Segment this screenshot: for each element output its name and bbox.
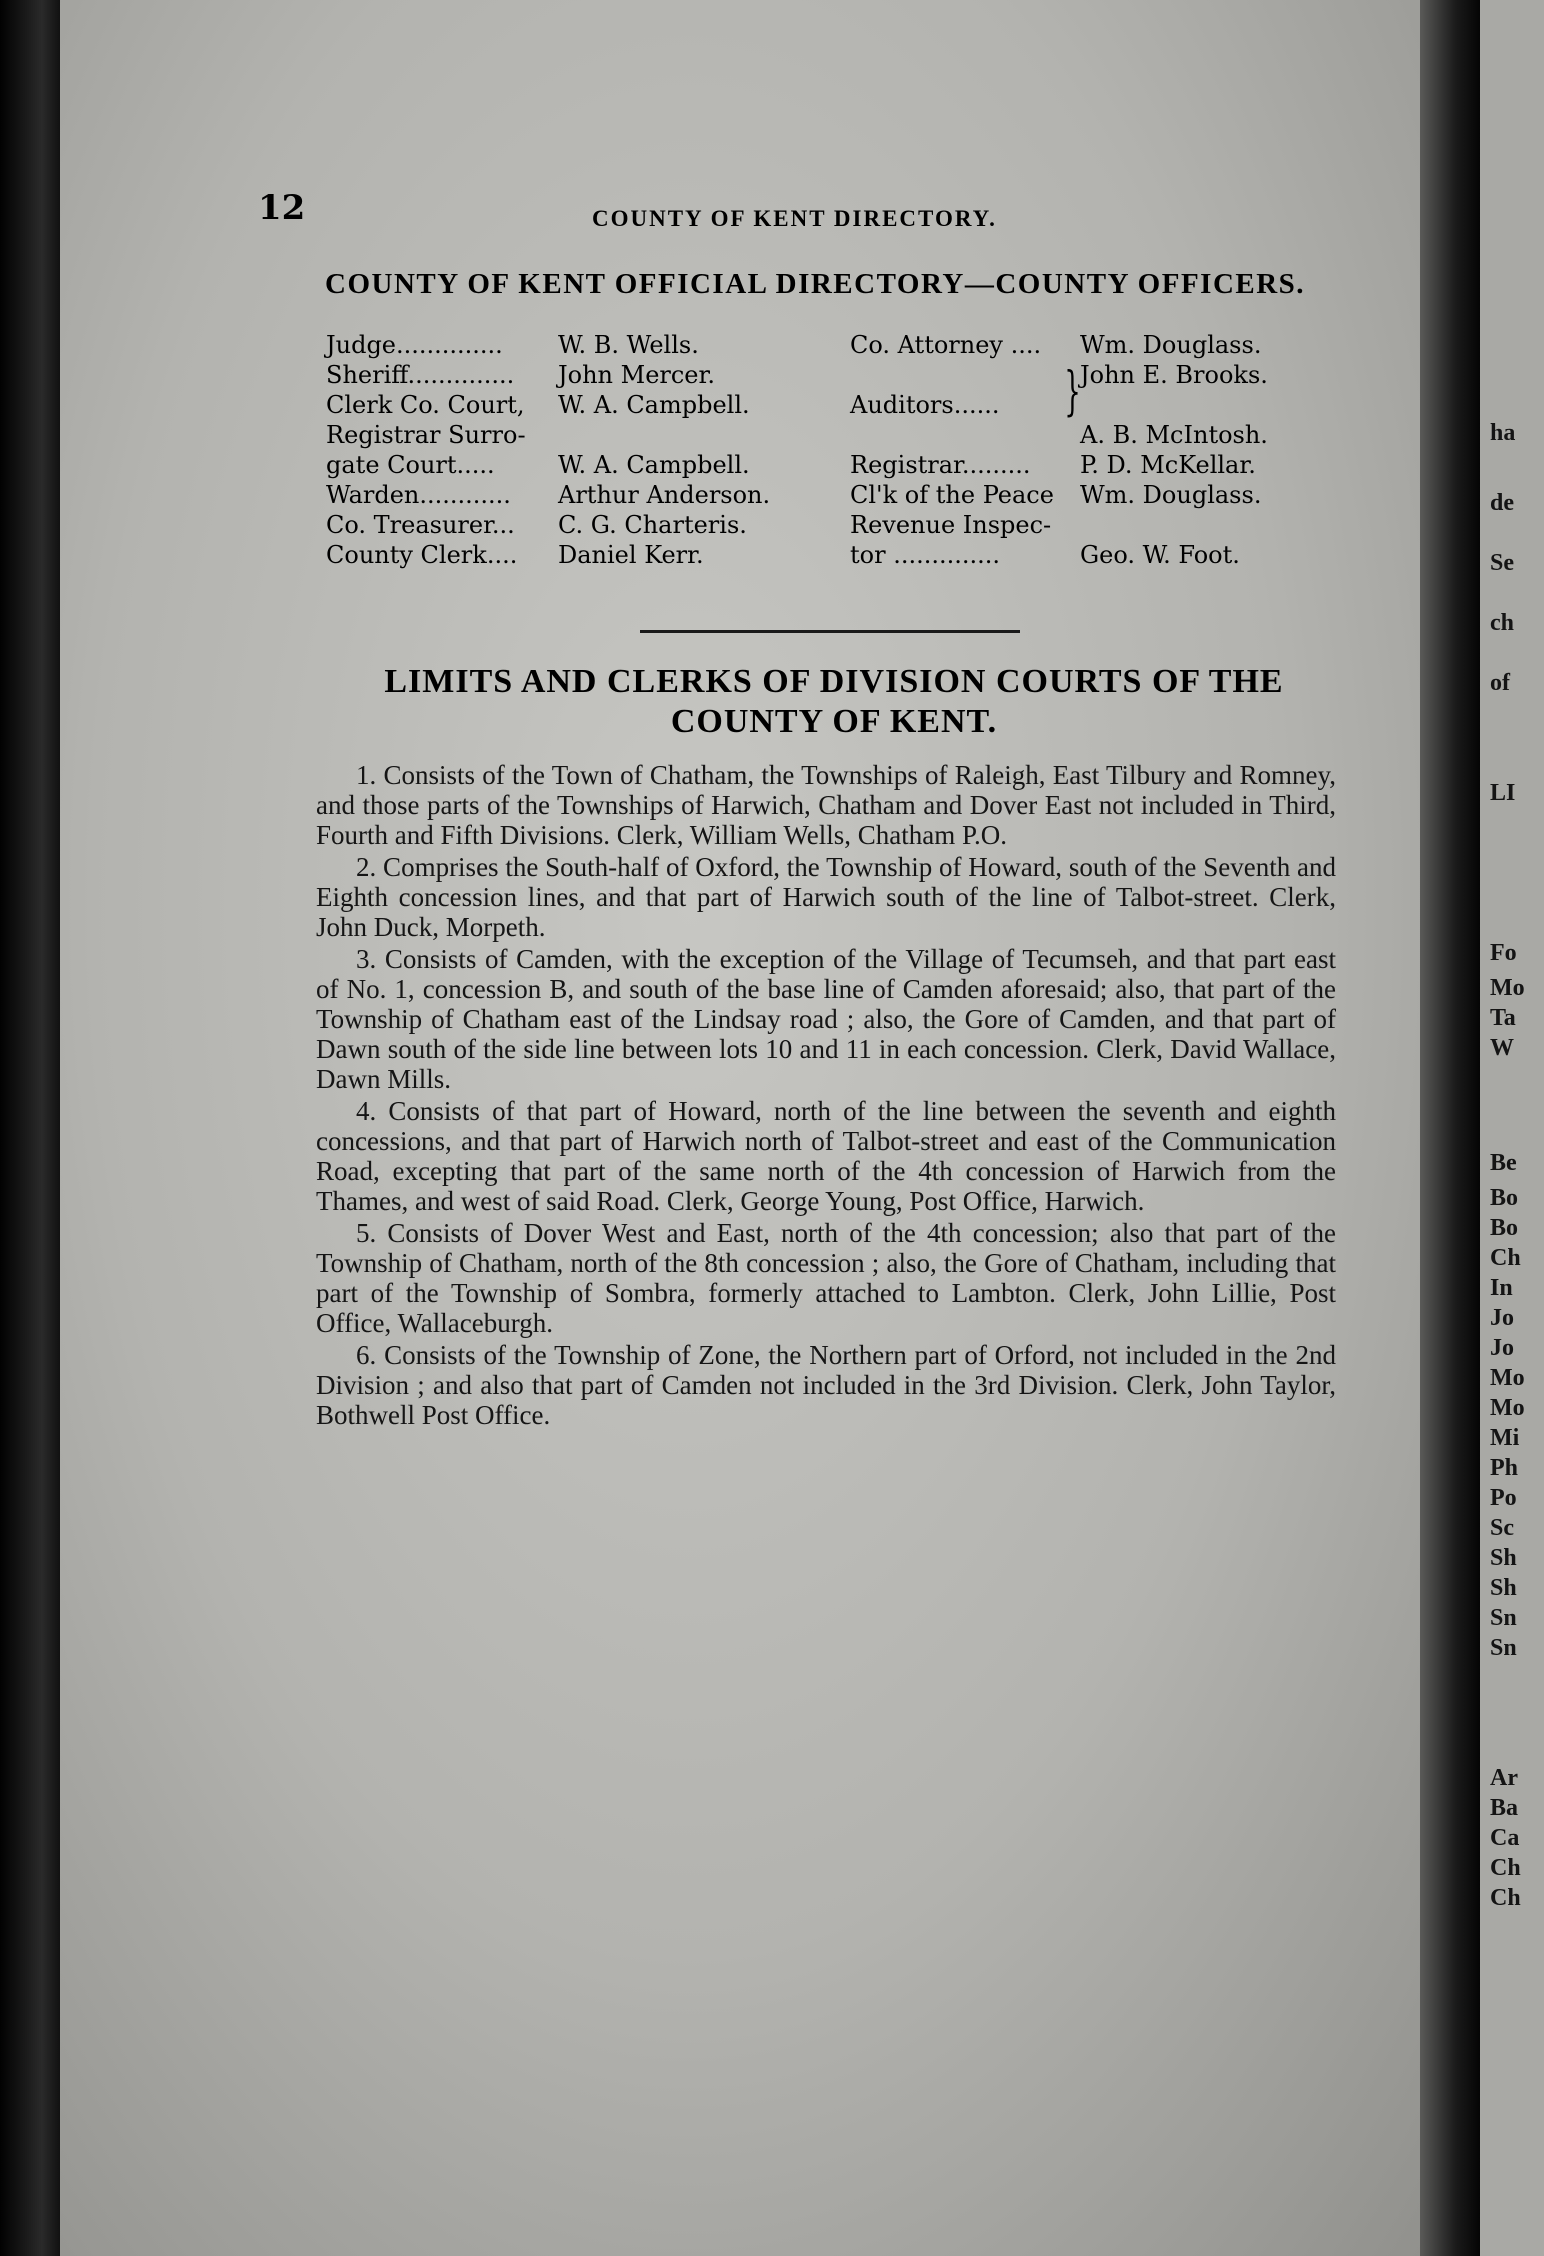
adjacent-page-fragment: Bo [1490,1185,1519,1211]
officer-title: Auditors...... [850,391,1000,419]
officer-title: Registrar Surro- [326,421,526,449]
officer-row [326,480,846,510]
officer-row [850,540,1350,570]
division-entry: 2. Comprises the South-half of Oxford, the Township of Howard, south of the Seventh and Eighth concession lines, and that part of Harwich south of the line of Talbot-street. Clerk, John Duck, Morpeth. [316,852,1336,942]
division-entry: 3. Consists of Camden, with the exception of the Village of Tecumseh, and that part east of No. 1, concession B, and south of the base line of Camden aforesaid; also, that part of the Township of Chatham east of the Lindsay road ; also, the Gore of Camden, and that part of Dawn south of the side line between lots 10 and 11 in each concession. Clerk, David Wallace, Dawn Mills. [316,944,1336,1094]
officer-title: Revenue Inspec- [850,511,1052,539]
adjacent-page-fragment: Mo [1490,1395,1525,1421]
adjacent-page-fragment: Be [1490,1150,1517,1176]
officer-name: Arthur Anderson. [558,481,771,509]
officer-name: P. D. McKellar. [1080,451,1256,479]
officer-row [850,480,1350,510]
adjacent-page-fragment: In [1490,1275,1513,1301]
officer-row [850,390,1350,420]
officer-row [850,510,1350,540]
officer-row [326,510,846,540]
adjacent-page-fragment: of [1490,670,1510,696]
adjacent-page-fragment: Se [1490,550,1514,576]
adjacent-page-fragment: Ca [1490,1825,1520,1851]
officer-name: C. G. Charteris. [558,511,747,539]
officer-name: Geo. W. Foot. [1080,541,1240,569]
adjacent-page-fragment: Sn [1490,1605,1517,1631]
division-entry: 5. Consists of Dover West and East, north of the 4th concession; also that part of the Township of Chatham, north of the 8th concession ; also, the Gore of Chatham, including that part of the Township of Sombra, formerly attached to Lambton. Clerk, John Lillie, Post Office, Wallaceburgh. [316,1218,1336,1338]
officer-name: W. B. Wells. [558,331,699,359]
adjacent-page-fragment: Ph [1490,1455,1519,1481]
page-number: 12 [258,188,306,228]
officer-title: gate Court..... [326,451,495,479]
division-entry: 6. Consists of the Township of Zone, the Northern part of Orford, not included in the 2nd Division ; and also that part of Camden not included in the 3rd Division. Clerk, John Taylor, Bothwell Post Office. [316,1340,1336,1430]
division-courts-heading-line2: COUNTY OF KENT. [670,703,998,740]
adjacent-page-fragment: Mo [1490,1365,1525,1391]
officer-row [850,330,1350,360]
officer-row [850,360,1350,390]
adjacent-page-fragment: Ar [1490,1765,1518,1791]
officers-left-column [326,330,846,570]
officer-row [850,450,1350,480]
division-courts-heading-line1: LIMITS AND CLERKS OF DIVISION COURTS OF THE [384,663,1284,700]
adjacent-page-fragment: Bo [1490,1215,1519,1241]
officer-name: W. A. Campbell. [558,391,750,419]
officer-title: Judge.............. [326,331,503,359]
adjacent-page-fragment: Sh [1490,1545,1517,1571]
adjacent-page-fragment: LI [1490,780,1516,806]
adjacent-page-fragment: Sh [1490,1575,1517,1601]
officer-row [326,540,846,570]
county-officers-table [326,330,1346,590]
adjacent-page-fragment: Po [1490,1485,1517,1511]
auditors-brace: } [1064,362,1081,422]
officer-row [326,390,846,420]
adjacent-page-fragment: Ch [1490,1855,1521,1881]
adjacent-page-fragment: Ta [1490,1005,1516,1031]
officer-title: tor .............. [850,541,1000,569]
officer-name: A. B. McIntosh. [1080,421,1268,449]
officer-name: Wm. Douglass. [1080,481,1262,509]
officer-name: Wm. Douglass. [1080,331,1262,359]
adjacent-page-fragment: ha [1490,420,1516,446]
adjacent-page-fragment: Sn [1490,1635,1517,1661]
division-courts-list [316,760,1336,1432]
officer-row [326,420,846,450]
adjacent-page-fragment: Ch [1490,1885,1521,1911]
adjacent-page-fragment: ch [1490,610,1514,636]
officer-row [326,360,846,390]
officer-title: Registrar......... [850,451,1031,479]
official-directory-heading: COUNTY OF KENT OFFICIAL DIRECTORY—COUNTY OFFICERS. [325,268,1306,300]
page-gutter [1420,0,1480,2256]
adjacent-page-edge [1480,0,1544,2256]
adjacent-page-fragment: Ch [1490,1245,1521,1271]
officer-name: John E. Brooks. [1080,361,1268,389]
division-entry: 1. Consists of the Town of Chatham, the Townships of Raleigh, East Tilbury and Romney, and those parts of the Townships of Harwich, Chatham and Dover East not included in Third, Fourth and Fifth Divisions. Clerk, William Wells, Chatham P.O. [316,760,1336,850]
officers-right-column [850,330,1350,570]
officer-title: County Clerk.... [326,541,518,569]
adjacent-page-fragment: Sc [1490,1515,1514,1541]
adjacent-page-fragment: de [1490,490,1514,516]
officer-name: Daniel Kerr. [558,541,704,569]
officer-row [326,330,846,360]
division-entry: 4. Consists of that part of Howard, north of the line between the seventh and eighth concessions, and that part of Harwich north of Talbot-street and east of the Communication Road, excepting that part of the same north of the 4th concession of Harwich from the Thames, and west of said Road. Clerk, George Young, Post Office, Harwich. [316,1096,1336,1216]
officer-title: Co. Attorney .... [850,331,1042,359]
adjacent-page-fragment: Jo [1490,1305,1514,1331]
adjacent-page-fragment: Fo [1490,940,1517,966]
officer-title: Cl'k of the Peace [850,481,1054,509]
officer-row [326,450,846,480]
running-head [258,188,1358,231]
officer-title: Sheriff.............. [326,361,515,389]
adjacent-page-fragment: Ba [1490,1795,1519,1821]
officer-name: John Mercer. [558,361,715,389]
officer-name: W. A. Campbell. [558,451,750,479]
adjacent-page-fragment: Mo [1490,975,1525,1001]
officer-row [850,420,1350,450]
adjacent-page-fragment: W [1490,1035,1514,1061]
officer-title: Warden............ [326,481,511,509]
adjacent-page-fragment: Jo [1490,1335,1514,1361]
adjacent-page-fragment: Mi [1490,1425,1520,1451]
running-title: COUNTY OF KENT DIRECTORY. [592,206,997,231]
division-courts-heading [324,662,1344,742]
officer-title: Clerk Co. Court, [326,391,525,419]
officer-title: Co. Treasurer... [326,511,515,539]
section-divider-rule [640,630,1020,633]
book-spine-shadow [0,0,60,2256]
